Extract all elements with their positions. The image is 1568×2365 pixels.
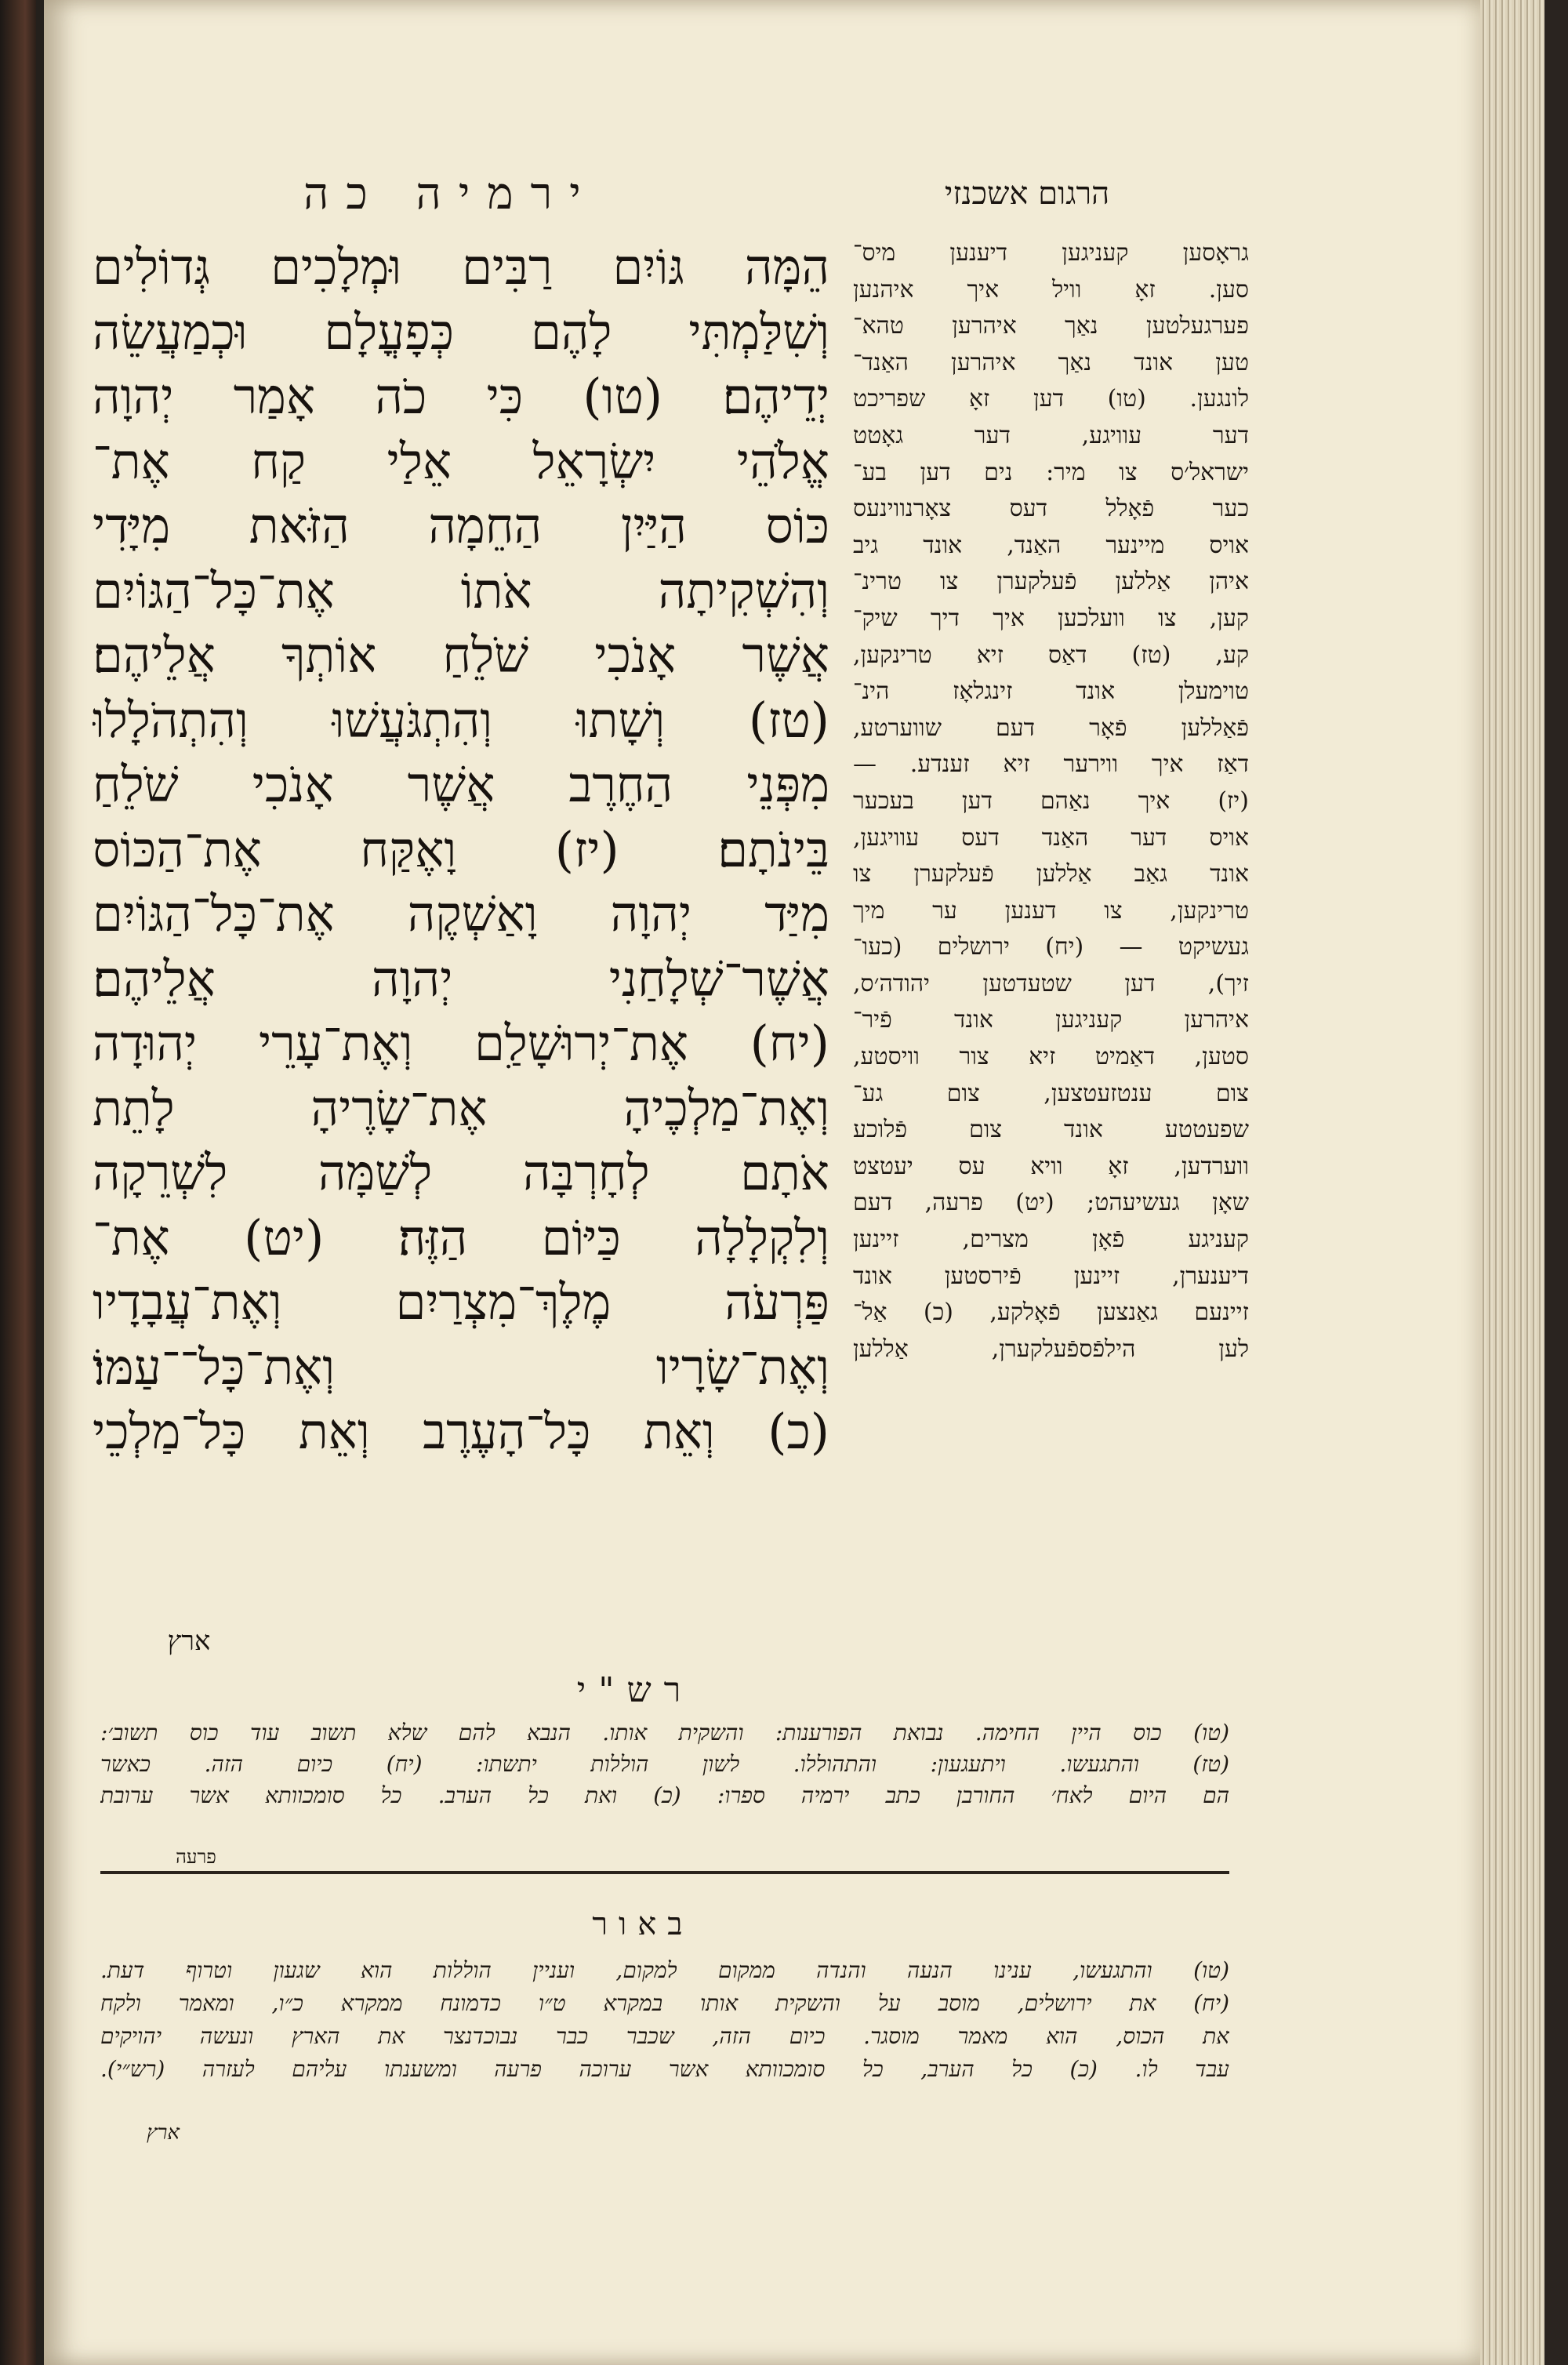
targum-line: טרינקען, צו דענען ער מיך bbox=[853, 896, 1249, 925]
rashi-line: (טו) כוס היין החימה. נבואת הפורענות: והשקית אותו. הנבא להם שלא תשוב עוד כוס תשוב׳: bbox=[100, 1720, 1229, 1746]
rashi-heading: רש"י bbox=[576, 1670, 694, 1710]
main-text-line: (יח) אֶת־יְרוּשָׁלִַם וְאֶת־עָרֵי יְהוּדָה bbox=[93, 1015, 829, 1072]
biur-line: (יח) את ירושלים, מוסב על והשקית אותו במקרא ט״ו כדמונח ממקרא כ״ו, ומאמר ולקח bbox=[100, 1990, 1229, 2016]
rashi-commentary bbox=[100, 1717, 1229, 1811]
running-header-jeremiah: ירמיה כה bbox=[303, 169, 598, 220]
targum-line: אונד גאַב אַללען פֿעלקערן צו bbox=[853, 860, 1249, 888]
targum-yiddish-text bbox=[853, 235, 1249, 1368]
targum-line: שאָן געשיעהט; (יט) פרעה, דעם bbox=[853, 1189, 1249, 1217]
targum-line: קען, צו וועלכען איך דיך שיק־ bbox=[853, 604, 1249, 632]
biur-line: את הכוס, הוא מאמר מוסגר. כיום הזה, שכבר כבר נבוכדנצר את הארץ ונעשה יהויקים bbox=[100, 2023, 1229, 2049]
targum-line: (יז) איך נאַהם דען בעכער bbox=[853, 787, 1249, 815]
targum-line: דער עוויגע, דער גאָטט bbox=[853, 421, 1249, 449]
targum-line: שפעטטע אונד צום פֿלוכע bbox=[853, 1116, 1249, 1144]
rashi-line: (טז) והתגעשו. ויתעגעון: והתהוללו. לשון הוללות יתשתו: (יח) כיום הזה. כאשר bbox=[100, 1751, 1229, 1777]
book-binding-left bbox=[0, 0, 36, 2365]
targum-line: לונגען. (טו) דען זאָ שפריכט bbox=[853, 385, 1249, 413]
main-text-line: פַּרְעֹה מֶלֶךְ־מִצְרַיִם וְאֶת־עֲבָדָיו bbox=[93, 1273, 829, 1331]
book-cover-edge bbox=[1544, 0, 1568, 2365]
main-text-line: יְדֵיהֶם׃ (טו) כִּי כֹה אָמַר יְהוָה bbox=[93, 368, 829, 425]
main-text-line: אֲשֶׁר־שְׁלָחַנִי יְהוָה אֲלֵיהֶם׃ bbox=[93, 950, 829, 1008]
main-text-line: וְשִׁלַּמְתִּי לָהֶם כְּפָעֳלָם וּכְמַעֲשֵׂה bbox=[93, 303, 829, 361]
main-text-line: וְהִשְׁקִיתָה אֹתוֹ אֶת־כָּל־הַגּוֹיִם bbox=[93, 561, 829, 619]
main-text-line: וְאֶת־מַלְכֶיהָ אֶת־שָׂרֶיהָ לָתֵת bbox=[93, 1079, 829, 1137]
rashi-catchword: פרעה bbox=[176, 1846, 216, 1868]
rashi-line: הם היום לאח׳ החורבן כתב ירמיה ספרו: (כ) ואת כל הערב. כל סומכוותא אשר ערובת bbox=[100, 1782, 1229, 1808]
targum-line: פערגעלטען נאַך איהרען טהא־ bbox=[853, 312, 1249, 340]
targum-line: דיענערן, זיינען פֿירסטען אונד bbox=[853, 1262, 1249, 1290]
main-text-line: וְלִקְלָלָה כַּיּוֹם הַזֶּה׃ (יט) אֶת־ bbox=[93, 1208, 829, 1266]
main-text-line: כּוֹס הַיַּיִן הַחֵמָה הַזֹּאת מִיָּדִי bbox=[93, 497, 829, 554]
targum-line: דאַז איך ווירער זיא זענדע. — bbox=[853, 750, 1249, 779]
targum-line: גראָסען קעניגען דיענען מיס־ bbox=[853, 239, 1249, 267]
targum-line: איהן אַללען פֿעלקערן צו טרינ־ bbox=[853, 568, 1249, 596]
biur-catchword: ארץ bbox=[147, 2121, 180, 2145]
targum-line: געשיקט — (יח) ירושלים (כעו־ bbox=[853, 933, 1249, 961]
targum-line: זיך), דען שטעדטען יהודה׳ס, bbox=[853, 969, 1249, 997]
targum-line: אויס מיינער האַנד, אונד גיב bbox=[853, 531, 1249, 559]
targum-line: לען הילפֿספֿעלקערן, אַללען bbox=[853, 1335, 1249, 1363]
targum-line: טוימעלן אונד זינגלאָז הינ־ bbox=[853, 678, 1249, 706]
main-text-line: מִפְּנֵי הַחֶרֶב אֲשֶׁר אָנֹכִי שֹׁלֵחַ bbox=[93, 756, 829, 813]
main-text-line: אֹתָם לְחָרְבָּה לְשַׁמָּה לִשְׁרֵקָה bbox=[93, 1144, 829, 1201]
targum-line: סטען, דאַמיט זיא צור וויסטע, bbox=[853, 1043, 1249, 1071]
biur-line: עבד לו. (כ) כל הערב, כל סומכוותא אשר ערוכה פרעה ומשענתו עליהם לעזרה (רש״י). bbox=[100, 2056, 1229, 2082]
targum-line: צום ענטזעטצען, צום גע־ bbox=[853, 1079, 1249, 1107]
targum-line: ישראל׳ס צו מיר: נים דען בע־ bbox=[853, 458, 1249, 486]
targum-line: טען אונד נאַך איהרען האַנד־ bbox=[853, 348, 1249, 376]
main-text-line: (כ) וְאֵת כָּל־הָעֶרֶב וְאֵת כָּל־מַלְכֵי bbox=[93, 1403, 829, 1460]
targum-line: זיינעם גאַנצען פֿאָלקע, (כ) אַל־ bbox=[853, 1299, 1249, 1327]
targum-line: פֿאַללען פֿאָר דעם שווערטע, bbox=[853, 714, 1249, 742]
main-text-line: בֵּינֹתָם׃ (יז) וָאֶקַּח אֶת־הַכּוֹס bbox=[93, 820, 829, 878]
biur-commentary bbox=[100, 1954, 1229, 2086]
targum-line: קעניגע פֿאָן מצרים, זיינען bbox=[853, 1226, 1249, 1254]
main-text-line: הֵמָּה גּוֹיִם רַבִּים וּמְלָכִים גְּדוֹלִים bbox=[93, 238, 829, 296]
main-text-line: מִיַּד יְהוָה וָאַשְׁקֶה אֶת־כָּל־הַגּוֹיִם bbox=[93, 885, 829, 943]
targum-line: ווערדען, זאָ וויא עס יעטצט bbox=[853, 1152, 1249, 1180]
section-divider bbox=[100, 1871, 1229, 1874]
targum-line: כער פֿאָלל דעס צאָרנווינעס bbox=[853, 495, 1249, 523]
targum-line: קע, (טז) דאַס זיא טרינקען, bbox=[853, 641, 1249, 669]
main-text-line: אֲשֶׁר אָנֹכִי שֹׁלֵחַ אוֹתְךָ אֲלֵיהֶם׃ bbox=[93, 627, 829, 684]
main-text-line: אֱלֹהֵי יִשְׂרָאֵל אֵלַי קַח אֶת־ bbox=[93, 432, 829, 490]
targum-line: אויס דער האַנד דעס עוויגען, bbox=[853, 823, 1249, 852]
running-header-targum: הרגום אשכנזי bbox=[944, 176, 1110, 212]
main-hebrew-text bbox=[93, 235, 829, 1465]
targum-line: איהרען קעניגען אונד פֿיר־ bbox=[853, 1006, 1249, 1034]
main-text-line: (טז) וְשָׁתוּ וְהִתְגֹּעֲשׁוּ וְהִתְהֹלָלוּ bbox=[93, 691, 829, 749]
main-catchword: ארץ bbox=[167, 1626, 211, 1657]
targum-line: סען. זאָ וויל איך איהנען bbox=[853, 275, 1249, 303]
biur-line: (טו) והתגעשו, ענינו הנעה והנדה ממקום למקום, ועניין הוללות הוא שגעון וטרוף דעת. bbox=[100, 1957, 1229, 1983]
biur-heading: באור bbox=[592, 1906, 694, 1942]
main-text-line: וְאֶת־שָׂרָיו וְאֶת־כָּל־־עַמּוֹ׃ bbox=[93, 1338, 829, 1396]
